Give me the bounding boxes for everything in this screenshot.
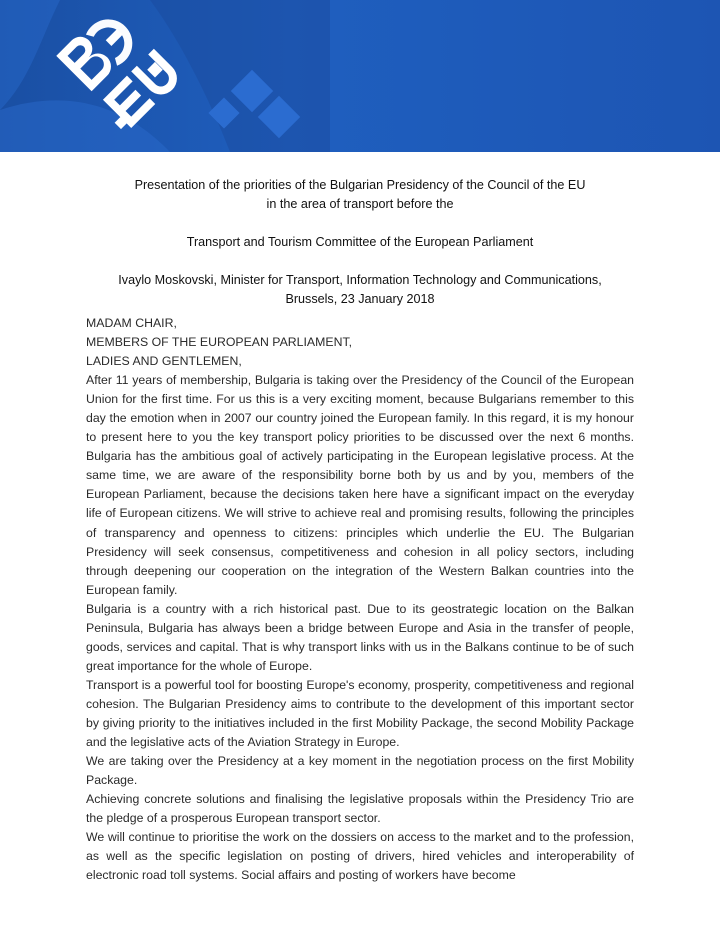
speech-body [86,314,634,885]
paragraph: We will continue to prioritise the work on the dossiers on access to the market and to the profession, as well as the specific legislation on posting of drivers, hired vehicles and interoperability of electronic road toll systems. Social affairs and posting of workers have become [86,830,634,883]
paragraph: Achieving concrete solutions and finalising the legislative proposals within the Presidency Trio are the pledge of a prosperous European transport sector. [86,792,634,826]
paragraph: We are taking over the Presidency at a key moment in the negotiation process on the first Mobility Package. [86,754,634,788]
committee-name: Transport and Tourism Committee of the European Parliament [186,235,534,249]
paragraph: Transport is a powerful tool for boosting Europe's economy, prosperity, competitiveness and regional cohesion. The Bulgarian Presidency aims to contribute to the development of this important sector by giving priority to the initiatives included in the first Mobility Package, the second Mobility Package and the legislative acts of the Aviation Strategy in Europe. [86,677,634,750]
paragraph: Bulgaria is a country with a rich historical past. Due to its geostrategic location on the Balkan Peninsula, Bulgaria has always been a bridge between Europe and Asia in the transfer of people, goods, services and capital. That is why transport links with us in the Balkans continue to be of such great importance for the whole of Europe. [86,601,634,673]
salutation: MEMBERS OF THE EUROPEAN PARLIAMENT, [86,335,353,350]
bg-presidency-logo [0,0,720,152]
title-line-1: Presentation of the priorities of the Bulgarian Presidency of the Council of the EU [134,178,586,192]
paragraph: After 11 years of membership, Bulgaria is taking over the Presidency of the Council of the European Union for the first time. For us this is a very exciting moment, because Bulgarians remember to this day the emotion when in 2007 our country joined the European family. In this regard, it is my honour to present here to you the key transport policy priorities to be discussed over the next 6 months. Bulgaria has the ambitious goal of actively participating in the European legislative process. At the same time, we are aware of the responsibility borne both by us and by you, members of the European Parliament, because the decisions taken here have a significant impact on the everyday life of European citizens. We will strive to achieve real and promising results, following the principles of transparency and openness to citizens: principles which underlie the EU. The Bulgarian Presidency will seek consensus, competitiveness and cohesion in all policy sectors, including through deepening our cooperation on the integration of the Western Balkan countries into the European family. [86,373,634,597]
speaker-line: Ivaylo Moskovski, Minister for Transport, Information Technology and Communications, [118,273,602,287]
title-line-2: in the area of transport before the [266,197,454,211]
document-heading [86,176,634,309]
salutation: MADAM CHAIR, [86,316,177,330]
header-banner [0,0,720,152]
place-date: Brussels, 23 January 2018 [285,292,435,306]
salutation: LADIES AND GENTLEMEN, [86,354,242,369]
